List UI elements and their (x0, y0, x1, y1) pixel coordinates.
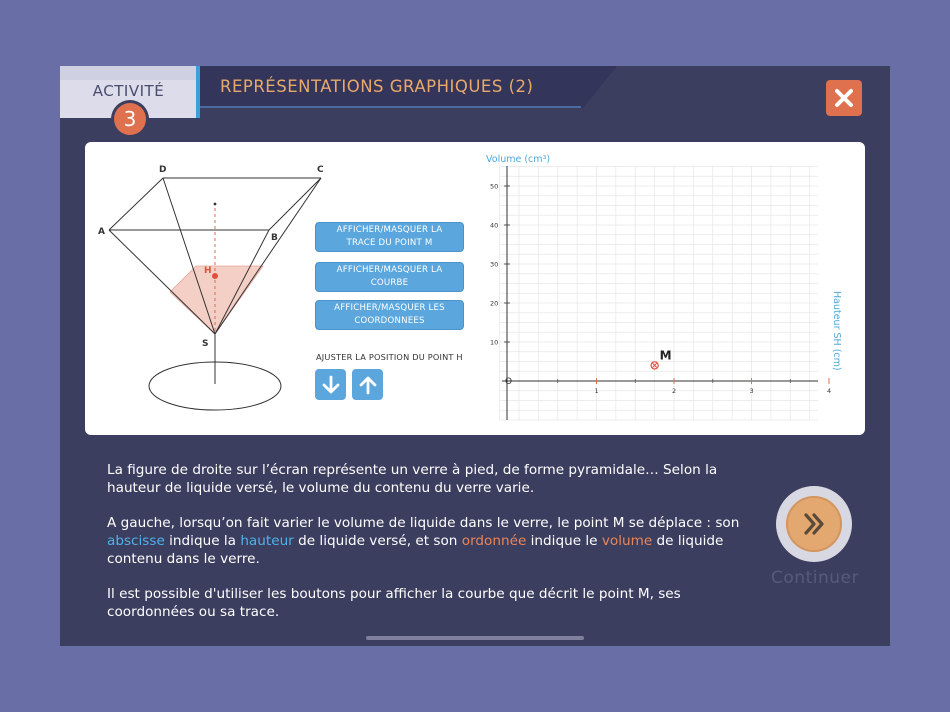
toggle-coordinates-button[interactable]: AFFICHER/MASQUER LES COORDONNEES (315, 300, 464, 330)
adjust-position-label: AJUSTER LA POSITION DU POINT H (316, 352, 463, 362)
arrow-up-icon (358, 375, 378, 395)
y-tick-label: 40 (490, 221, 499, 230)
p2-text-b: indique la (164, 533, 241, 549)
chart-ticks (490, 183, 831, 396)
p2-text-e: de liquide contenu dans le verre. (107, 533, 724, 567)
continue-label: Continuer (771, 568, 859, 588)
volume-height-chart (480, 148, 860, 430)
label-c: C (317, 165, 324, 175)
activity-window (60, 66, 890, 646)
continue-button-face (786, 496, 842, 552)
page-title: REPRÉSENTATIONS GRAPHIQUES (2) (220, 77, 534, 96)
move-h-down-button[interactable] (315, 369, 346, 400)
continue-button[interactable] (776, 486, 852, 562)
keyword-ordonnee: ordonnée (461, 533, 527, 549)
p2-text-a: A gauche, lorsqu’on fait varier le volume de liquide dans le verre, le point M se déplace : son (107, 515, 740, 531)
activity-label: ACTIVITÉ (92, 82, 165, 100)
point-h[interactable] (212, 273, 218, 279)
arrow-down-icon (321, 375, 341, 395)
p2-text-c: de liquide versé, et son (293, 533, 462, 549)
move-h-up-button[interactable] (352, 369, 383, 400)
p2-text-d: indique le (526, 533, 602, 549)
label-d: D (159, 165, 167, 175)
toggle-trace-button[interactable]: AFFICHER/MASQUER LA TRACE DU POINT M (315, 222, 464, 252)
activity-tab-accent (196, 66, 200, 118)
x-tick-label: 4 (827, 387, 832, 395)
pyramid-figure (85, 142, 324, 435)
point-m-label: M (659, 348, 672, 363)
keyword-hauteur: hauteur (240, 533, 294, 549)
x-tick-label: 1 (594, 387, 599, 395)
y-axis-label: Volume (cm³) (486, 154, 551, 165)
label-h: H (204, 266, 212, 276)
double-chevron-right-icon (799, 509, 829, 539)
label-b: B (271, 233, 278, 243)
close-button[interactable] (826, 80, 862, 116)
title-underline (197, 106, 581, 108)
apex-center-dot (214, 203, 217, 206)
y-tick-label: 10 (490, 338, 499, 347)
x-tick-label: 2 (672, 387, 677, 395)
y-tick-label: 50 (490, 182, 499, 191)
x-tick-label: 3 (749, 387, 754, 395)
label-s: S (202, 339, 209, 349)
activity-number-badge: 3 (114, 103, 146, 135)
instructions-paragraph-1: La figure de droite sur l’écran représente un verre à pied, de forme pyramidale… Selon la hauteur de liquide versé, le volume du contenu du verre varie. (107, 462, 718, 496)
y-tick-label: 20 (490, 299, 499, 308)
origin-label: O (505, 377, 513, 387)
instructions-text (107, 461, 747, 638)
label-a: A (98, 227, 105, 237)
instructions-paragraph-2 (107, 514, 747, 568)
keyword-abscisse: abscisse (107, 533, 165, 549)
toggle-curve-button[interactable]: AFFICHER/MASQUER LA COURBE (315, 262, 464, 292)
workspace-card (85, 142, 865, 435)
close-icon (834, 88, 854, 108)
chart-grid (500, 166, 818, 420)
scroll-handle[interactable] (366, 636, 584, 640)
x-axis-label: Hauteur SH (cm) (831, 291, 842, 371)
keyword-volume: volume (601, 533, 653, 549)
y-tick-label: 30 (490, 260, 499, 269)
activity-tab-top (60, 66, 197, 80)
instructions-paragraph-3: Il est possible d'utiliser les boutons pour afficher la courbe que décrit le point M, ses coordonnées ou sa trace. (107, 586, 681, 620)
